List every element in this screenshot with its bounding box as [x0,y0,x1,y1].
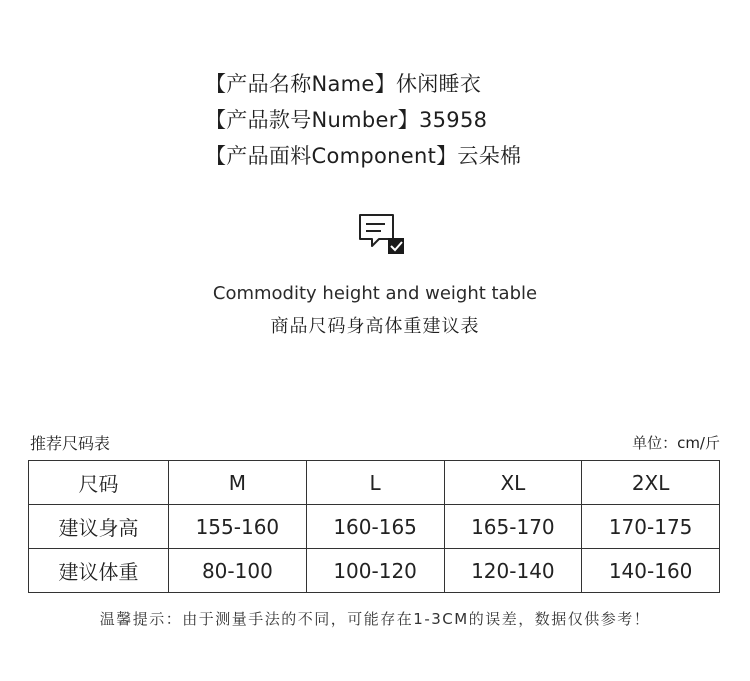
table-cell: 140-160 [582,549,720,593]
header-cell: 2XL [582,461,720,505]
header-cell: L [306,461,444,505]
size-table [28,460,720,593]
table-row [29,549,720,593]
table-cell: 160-165 [306,505,444,549]
unit-label: 单位：cm/斤 [632,434,720,452]
table-header-row [29,461,720,505]
header-cell: M [169,461,307,505]
table-cell: 170-175 [582,505,720,549]
header-cell: XL [444,461,582,505]
table-cell: 80-100 [169,549,307,593]
product-number-line: 【产品款号Number】35958 [205,108,488,132]
subtitle-english: Commodity height and weight table [212,283,538,304]
product-name-line: 【产品名称Name】休闲睡衣 [205,72,482,96]
product-component-line: 【产品面料Component】云朵棉 [205,144,522,168]
row-label-cell: 建议体重 [29,549,169,593]
table-cell: 100-120 [306,549,444,593]
header-cell: 尺码 [29,461,169,505]
subtitle-chinese: 商品尺码身高体重建议表 [270,316,480,337]
row-label-cell: 建议身高 [29,505,169,549]
table-cell: 165-170 [444,505,582,549]
table-cell: 155-160 [169,505,307,549]
chat-checkmark-icon [357,212,407,256]
table-row [29,505,720,549]
product-info [205,66,521,174]
table-cell: 120-140 [444,549,582,593]
measurement-note: 温馨提示：由于测量手法的不同，可能存在1-3CM的误差，数据仅供参考！ [99,610,651,628]
table-caption: 推荐尺码表 [30,434,111,453]
